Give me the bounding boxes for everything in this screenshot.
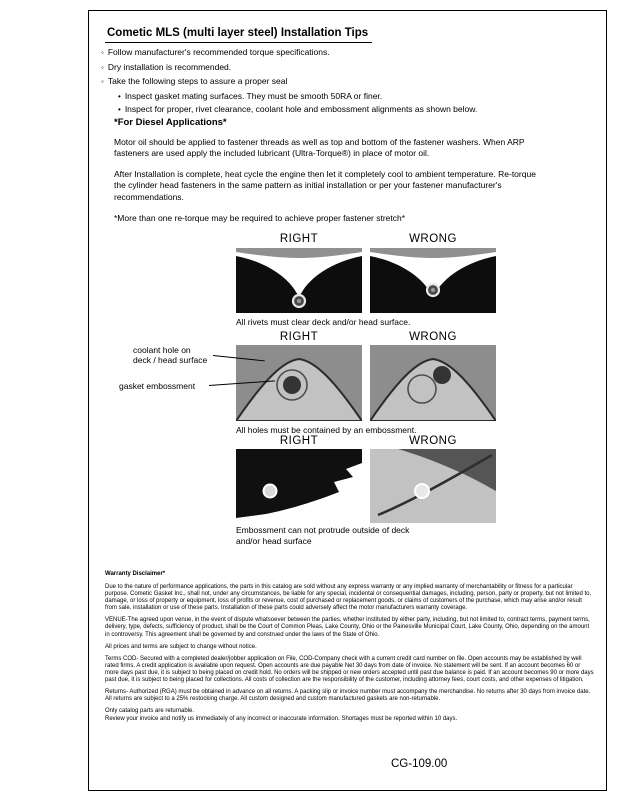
sub-tips-list — [118, 91, 588, 116]
column-header-right: RIGHT — [279, 233, 319, 245]
embossment-hole — [415, 484, 429, 498]
installation-tips-list — [101, 47, 588, 118]
protrusion-caption: Embossment can not protrude outside of deck and/or head surface — [236, 525, 410, 546]
legal-paragraph: Terms COD- Secured with a completed dealer/jobber application on File, COD-Company check with a current credit card number on file. Open accounts may be established by well rated firms. A credit application is available upon request. Open accounts are due payable Net 30 days from date of invoice. No statement will be sent. If an account becomes 60 or more days past due, it is subject to being placed on credit hold. No orders will be shipped or new orders accepted until past due balance is paid. If an account becomes 90 or more days past due, it is subject to being placed for collections. All costs of collection are the responsibility of the customer, including attorney fees, court costs, and other expenses of litigation. — [105, 655, 594, 683]
embossment-right-diagram — [236, 345, 362, 421]
tip-item: ◦ Follow manufacturer's recommended torque specifications. — [101, 47, 588, 58]
embossment-hole — [264, 485, 277, 498]
diesel-paragraph-1: Motor oil should be applied to fastener threads as well as top and bottom of the fastener washers. When ARP fasteners are used apply the included lubricant (Ultra-Torque®) in place of motor oil. — [114, 137, 525, 159]
legal-paragraph: Returns- Authorized (RGA) must be obtained in advance on all returns. A packing slip or invoice number must accompany the merchandise. No returns after 30 days from invoice date. All returns are subject to a 25% restocking charge. All custom designed and custom manufactured gaskets are non-returnable. — [105, 689, 591, 703]
page-frame — [88, 10, 607, 791]
coolant-hole — [283, 376, 301, 394]
tip-item: ◦ Dry installation is recommended. — [101, 62, 588, 73]
legal-paragraph: Only catalog parts are returnable. — [105, 708, 195, 715]
column-header-wrong: WRONG — [409, 233, 457, 245]
gasket-embossment-label: gasket embossment — [119, 381, 196, 391]
rivet-caption: All rivets must clear deck and/or head surface. — [236, 317, 411, 327]
embossment-wrong-diagram — [370, 345, 496, 421]
coolant-hole-label: coolant hole on deck / head surface — [133, 345, 208, 366]
title-block — [105, 23, 372, 43]
diesel-section — [114, 117, 550, 232]
diesel-paragraph-2: After Installation is complete, heat cycle the engine then let it completely cool to ambient temperature. Re-torque the cylinder head fasteners in the same pattern as initial installation or per your fastener manufacturer's recommendations. — [114, 169, 536, 202]
sub-tip-item: • Inspect for proper, rivet clearance, coolant hole and embossment alignments as shown below. — [118, 104, 588, 115]
rivet-wrong-diagram — [370, 248, 496, 313]
legal-paragraph: VENUE-The agreed upon venue, in the event of dispute whatsoever between the parties, whether instituted by either party, including, but not limited to, contract terms, payment terms, delivery, type, defects, sufficiency of product, shall be the Court of Common Pleas, Lake County, Ohio or the Painesville Municipal Court, Lake County, Ohio, depending on the amount in controversy. This agreement shall be governed by and construed under the laws of the State of Ohio. — [105, 617, 590, 638]
legal-section — [105, 571, 595, 728]
column-header-right: RIGHT — [279, 435, 319, 447]
coolant-hole — [433, 366, 451, 384]
column-header-right: RIGHT — [279, 331, 319, 343]
protrusion-right-diagram — [236, 449, 362, 523]
protrusion-wrong-diagram — [370, 449, 496, 523]
column-header-wrong: WRONG — [409, 435, 457, 447]
tip-item: ◦ Take the following steps to assure a proper seal — [101, 76, 588, 87]
legal-paragraph: All prices and terms are subject to change without notice. — [105, 643, 257, 650]
embossment-caption: All holes must be contained by an embossment. — [236, 425, 417, 435]
rivet-right-diagram — [236, 248, 362, 313]
legal-paragraph: Review your invoice and notify us immediately of any incorrect or inaccurate information. Shortages must be reported within 10 days. — [105, 716, 458, 723]
page-code: CG-109.00 — [391, 758, 448, 770]
page-title: Cometic MLS (multi layer steel) Installation Tips — [105, 27, 372, 43]
column-header-wrong: WRONG — [409, 331, 457, 343]
legal-paragraph: Due to the nature of performance applications, the parts in this catalog are sold without any express warranty or any implied warranty of merchantability or fitness for a particular purpose. Cometic Gasket Inc., shall not, under any circumstances, be liable for any special, incidental or consequential damages, including, person, party or property, but not limited to, damage, or loss of property or equipment, loss of profits or revenue, cost of purchased or replacement goods, or claims of customers of the purchase, which may arise and/or result from sale, installation or use of these parts. Installation of these parts could adversely affect the motor manufacturers warranty coverage. — [105, 584, 592, 612]
retorque-note: *More than one re-torque may be required to achieve proper fastener stretch* — [114, 212, 406, 223]
diesel-heading: *For Diesel Applications* — [114, 117, 227, 128]
sub-tip-item: • Inspect gasket mating surfaces. They must be smooth 50RA or finer. — [118, 91, 588, 102]
warranty-disclaimer-heading: Warranty Disclaimer* — [105, 571, 166, 577]
